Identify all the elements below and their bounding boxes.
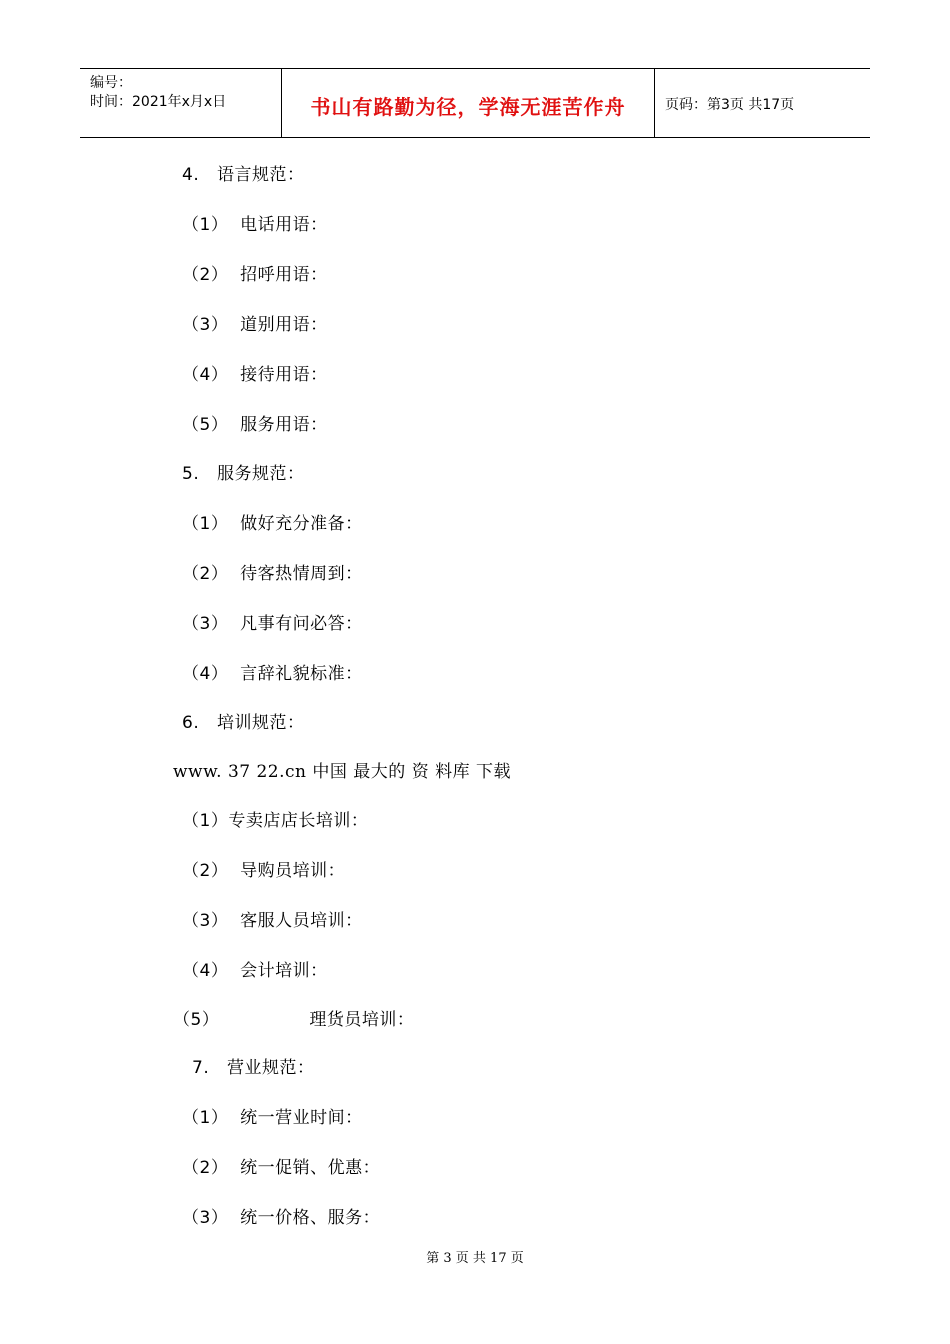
section-heading: 6. 培训规范： — [182, 713, 305, 733]
list-item: （4） 言辞礼貌标准： — [182, 664, 363, 684]
list-item: （3） 统一价格、服务： — [182, 1208, 381, 1228]
document-number-label: 编号： — [90, 75, 132, 91]
section-heading: 7. 营业规范： — [192, 1058, 315, 1078]
list-item: （2） 统一促销、优惠： — [182, 1158, 381, 1178]
document-time-label: 时间：2021年x月x日 — [90, 94, 227, 110]
list-item: （4） 接待用语： — [182, 365, 328, 385]
header-motto-cell — [282, 69, 655, 137]
list-item: （3） 客服人员培训： — [182, 911, 363, 931]
list-item: （1）专卖店店长培训： — [182, 811, 369, 831]
header-meta-cell — [80, 69, 282, 137]
list-item: （3） 道别用语： — [182, 315, 328, 335]
section-heading: 5. 服务规范： — [182, 464, 305, 484]
list-item: （3） 凡事有问必答： — [182, 614, 363, 634]
watermark-link-text: www. 37 22.cn 中国 最大的 资 料库 下载 — [173, 762, 512, 782]
section-heading: 4. 语言规范： — [182, 165, 305, 185]
list-item: （1） 做好充分准备： — [182, 514, 363, 534]
header-motto: 书山有路勤为径，学海无涯苦作舟 — [310, 95, 626, 119]
page-header — [80, 68, 870, 138]
list-item: （2） 招呼用语： — [182, 265, 328, 285]
list-item: （5） 服务用语： — [182, 415, 328, 435]
header-page-cell — [655, 69, 870, 137]
page-footer: 第 3 页 共 17 页 — [426, 1251, 524, 1266]
list-item: （1） 电话用语： — [182, 215, 328, 235]
list-item: （2） 导购员培训： — [182, 861, 346, 881]
list-item: （2） 待客热情周到： — [182, 564, 363, 584]
header-page-info: 页码：第3页 共17页 — [665, 97, 795, 113]
list-item: （4） 会计培训： — [182, 961, 328, 981]
list-item: （1） 统一营业时间： — [182, 1108, 363, 1128]
list-item: （5） 理货员培训： — [173, 1010, 415, 1030]
